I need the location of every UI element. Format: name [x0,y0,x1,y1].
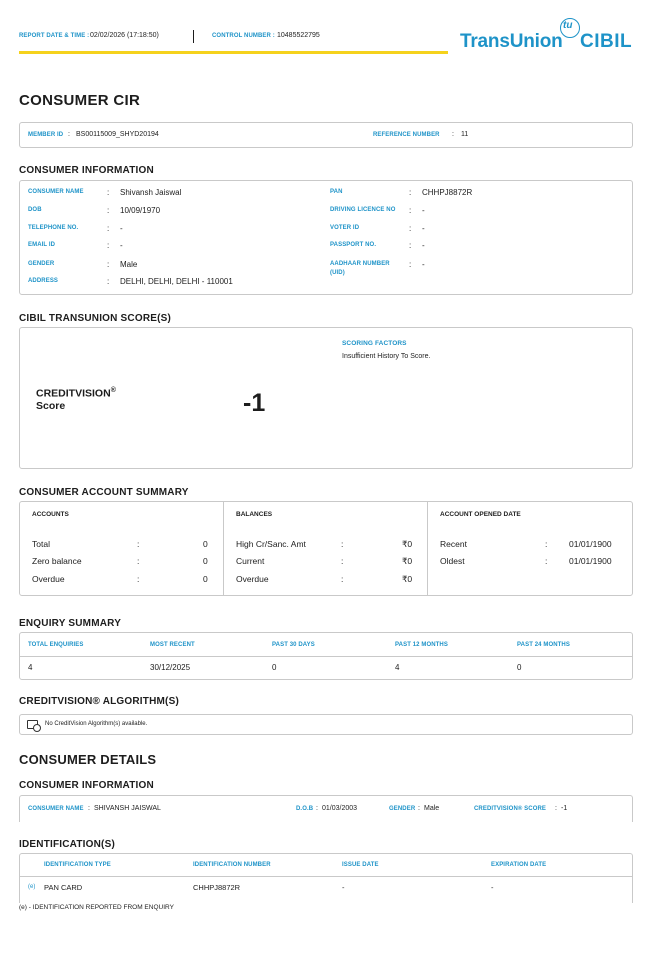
id-number-value: CHHPJ8872R [193,883,241,892]
info-value-driving-licence: - [422,206,425,215]
balances-title: BALANCES [236,511,273,518]
column-divider [427,502,428,595]
info-colon: : [409,206,412,215]
id-col-number: IDENTIFICATION NUMBER [193,862,271,868]
balances-current-value: ₹0 [402,556,413,566]
info-colon: : [107,260,110,269]
account-opened-title: ACCOUNT OPENED DATE [440,511,521,518]
info-colon: : [409,224,412,233]
info-colon: : [107,241,110,250]
header-accent-line [19,51,448,54]
info-value-voter-id: - [422,224,425,233]
cd-colon: : [88,805,90,812]
id-enquiry-marker: (e) [28,884,36,890]
cd-dob-value: 01/03/2003 [322,805,358,812]
report-date-value: 02/02/2026 (17:18:50) [90,32,159,39]
info-colon: : [409,260,412,269]
info-label-gender: GENDER [28,261,55,267]
member-id-value: BS00115009_SHYD20194 [76,131,159,138]
cd-gender-label: GENDER [389,806,416,812]
algorithm-heading: CREDITVISION® ALGORITHM(S) [19,696,179,707]
folder-clock-icon [27,720,38,729]
member-id-label: MEMBER ID [28,132,64,138]
logo-tu-icon: tu [560,18,580,38]
control-number-value: 10485522795 [277,32,320,39]
info-value-gender: Male [120,260,138,269]
reference-number-colon: : [452,131,454,138]
id-expiration-value: - [491,883,494,892]
enquiry-val-past-24m: 0 [517,663,522,672]
enquiry-col-past-30: PAST 30 DAYS [272,642,315,648]
balances-colon: : [341,539,344,549]
info-label-aadhaar-uid: (UID) [330,270,345,276]
info-value-consumer-name: Shivansh Jaiswal [120,188,182,197]
enquiry-col-total: TOTAL ENQUIRIES [28,642,84,648]
enquiry-val-most-recent: 30/12/2025 [150,663,191,672]
report-date-label: REPORT DATE & TIME : [19,33,90,39]
opened-recent-value: 01/01/1900 [569,539,612,549]
accounts-colon: : [137,539,140,549]
opened-colon: : [545,556,548,566]
member-id-colon: : [68,131,70,138]
consumer-details-info-heading: CONSUMER INFORMATION [19,780,154,791]
info-label-email: EMAIL ID [28,242,56,248]
balances-overdue-label: Overdue [236,574,269,584]
info-value-address: DELHI, DELHI, DELHI - 110001 [120,277,233,286]
id-col-type: IDENTIFICATION TYPE [44,862,111,868]
cd-gender-value: Male [424,805,440,812]
info-label-passport: PASSPORT NO. [330,242,377,248]
reference-number-value: 11 [461,131,469,138]
cd-score-label: CREDITVISION® SCORE [474,806,546,812]
control-number-label: CONTROL NUMBER : [212,33,275,39]
cd-colon: : [316,805,318,812]
info-value-aadhaar: - [422,260,425,269]
balances-current-label: Current [236,556,265,566]
enquiry-col-past-24m: PAST 24 MONTHS [517,642,570,648]
info-value-telephone: - [120,224,123,233]
balances-colon: : [341,574,344,584]
accounts-total-value: 0 [203,539,208,549]
accounts-overdue-label: Overdue [32,574,65,584]
cd-name-label: CONSUMER NAME [28,806,84,812]
info-value-dob: 10/09/1970 [120,206,161,215]
info-value-passport: - [422,241,425,250]
balances-high-credit-label: High Cr/Sanc. Amt [236,539,306,549]
info-label-pan: PAN [330,189,343,195]
balances-colon: : [341,556,344,566]
id-col-expiration-date: EXPIRATION DATE [491,862,547,868]
algorithm-text: No CreditVision Algorithm(s) available. [45,721,148,727]
info-value-email: - [120,241,123,250]
cd-score-value: -1 [561,805,568,812]
info-label-address: ADDRESS [28,278,59,284]
identification-box [19,853,633,903]
cd-colon: : [418,805,420,812]
identification-heading: IDENTIFICATION(S) [19,839,115,850]
enquiry-summary-heading: ENQUIRY SUMMARY [19,618,122,629]
identification-footnote: (e) - IDENTIFICATION REPORTED FROM ENQUIRY [19,904,174,911]
accounts-total-label: Total [32,539,50,549]
accounts-zero-balance-label: Zero balance [32,556,82,566]
enquiry-col-past-12m: PAST 12 MONTHS [395,642,448,648]
scoring-factors-text: Insufficient History To Score. [342,353,431,360]
logo-transunion: TransUnion [460,31,563,52]
opened-recent-label: Recent [440,539,467,549]
accounts-title: ACCOUNTS [32,511,69,518]
opened-colon: : [545,539,548,549]
info-label-consumer-name: CONSUMER NAME [28,189,84,195]
accounts-colon: : [137,574,140,584]
info-label-telephone: TELEPHONE NO. [28,225,79,231]
info-colon: : [409,188,412,197]
enquiry-col-most-recent: MOST RECENT [150,642,195,648]
header-separator [193,30,194,43]
creditvision-score-label: CREDITVISION® Score [36,387,116,412]
consumer-information-heading: CONSUMER INFORMATION [19,165,154,176]
cd-colon: : [555,805,557,812]
reference-number-label: REFERENCE NUMBER [373,132,440,138]
id-col-issue-date: ISSUE DATE [342,862,379,868]
info-value-pan: CHHPJ8872R [422,188,473,197]
enquiry-divider [20,656,632,657]
id-type-value: PAN CARD [44,883,83,892]
account-summary-heading: CONSUMER ACCOUNT SUMMARY [19,487,189,498]
opened-oldest-value: 01/01/1900 [569,556,612,566]
opened-oldest-label: Oldest [440,556,465,566]
info-label-driving-licence: DRIVING LICENCE NO [330,207,396,213]
accounts-overdue-value: 0 [203,574,208,584]
info-label-aadhaar: AADHAAR NUMBER [330,261,390,267]
enquiry-val-past-30: 0 [272,663,277,672]
score-value: -1 [243,389,266,417]
info-label-dob: DOB [28,207,42,213]
cd-dob-label: D.O.B [296,806,314,812]
enquiry-val-past-12m: 4 [395,663,400,672]
balances-overdue-value: ₹0 [402,574,413,584]
info-label-voter-id: VOTER ID [330,225,360,231]
id-issue-value: - [342,883,345,892]
cd-name-value: SHIVANSH JAISWAL [94,805,161,812]
balances-high-credit-value: ₹0 [402,539,413,549]
scoring-factors-label: SCORING FACTORS [342,340,407,347]
info-colon: : [107,224,110,233]
score-heading: CIBIL TRANSUNION SCORE(S) [19,313,172,324]
logo-cibil: CIBIL [580,31,633,52]
identification-divider [20,876,632,877]
info-colon: : [107,206,110,215]
page-title: CONSUMER CIR [19,92,141,109]
consumer-details-title: CONSUMER DETAILS [19,752,157,767]
consumer-information-box [19,180,633,295]
info-colon: : [409,241,412,250]
accounts-colon: : [137,556,140,566]
account-summary-box [19,501,633,596]
info-colon: : [107,188,110,197]
accounts-zero-balance-value: 0 [203,556,208,566]
column-divider [223,502,224,595]
enquiry-val-total: 4 [28,663,33,672]
info-colon: : [107,277,110,286]
